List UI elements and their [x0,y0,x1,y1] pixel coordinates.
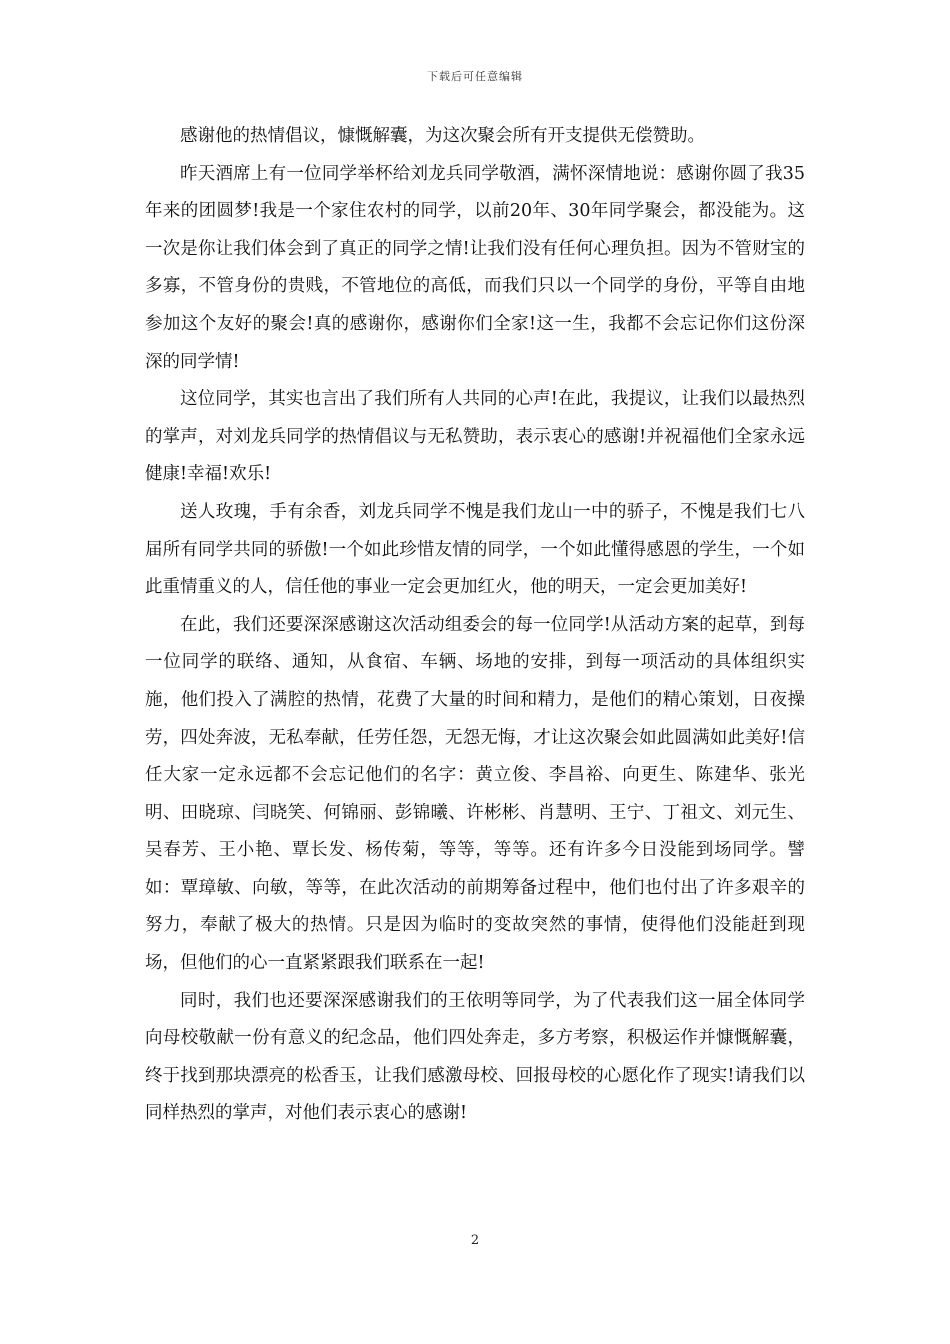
document-body [145,118,805,1133]
paragraph-2: 昨天酒席上有一位同学举杯给刘龙兵同学敬酒，满怀深情地说：感谢你圆了我35年来的团圆梦!我是一个家住农村的同学，以前20年、30年同学聚会，都没能为。这一次是你让我们体会到了真正的同学之情!让我们没有任何心理负担。因为不管财宝的多寡，不管身份的贵贱，不管地位的高低，而我们只以一个同学的身份，平等自由地参加这个友好的聚会!真的感谢你，感谢你们全家!这一生，我都不会忘记你们这份深深的同学情! [145,163,805,372]
paragraph-6: 同时，我们也还要深深感谢我们的王依明等同学，为了代表我们这一届全体同学向母校敬献一份有意义的纪念品，他们四处奔走，多方考察，积极运作并慷慨解囊，终于找到那块漂亮的松香玉，让我们感激母校、回报母校的心愿化作了现实!请我们以同样热烈的掌声，对他们表示衷心的感谢! [145,990,805,1124]
paragraph-4: 送人玫瑰，手有余香，刘龙兵同学不愧是我们龙山一中的骄子，不愧是我们七八届所有同学共同的骄傲!一个如此珍惜友情的同学，一个如此懂得感恩的学生，一个如此重情重义的人，信任他的事业一定会更加红火，他的明天，一定会更加美好! [145,501,805,598]
page-number: 2 [470,1233,480,1248]
paragraph-1: 感谢他的热情倡议，慷慨解囊，为这次聚会所有开支提供无偿赞助。 [180,126,705,146]
page-header: 下载后可任意编辑 [427,70,523,83]
paragraph-3: 这位同学，其实也言出了我们所有人共同的心声!在此，我提议，让我们以最热烈的掌声，对刘龙兵同学的热情倡议与无私赞助，表示衷心的感谢!并祝福他们全家永远健康!幸福!欢乐! [145,389,805,485]
paragraph-5: 在此，我们还要深深感谢这次活动组委会的每一位同学!从活动方案的起草，到每一位同学的联络、通知，从食宿、车辆、场地的安排，到每一项活动的具体组织实施，他们投入了满腔的热情，花费了大量的时间和精力，是他们的精心策划，日夜操劳，四处奔波，无私奉献，任劳任怨，无怨无悔，才让这次聚会如此圆满如此美好!信任大家一定永远都不会忘记他们的名字：黄立俊、李昌裕、向更生、陈建华、张光明、田晓琼、闫晓笑、何锦丽、彭锦曦、许彬彬、肖慧明、王宁、丁祖文、刘元生、吴春芳、王小艳、覃长发、杨传菊，等等，等等。还有许多今日没能到场同学。譬如：覃璋敏、向敏，等等，在此次活动的前期筹备过程中，他们也付出了许多艰辛的努力，奉献了极大的热情。只是因为临时的变故突然的事情，使得他们没能赶到现场，但他们的心一直紧紧跟我们联系在一起! [145,614,805,974]
